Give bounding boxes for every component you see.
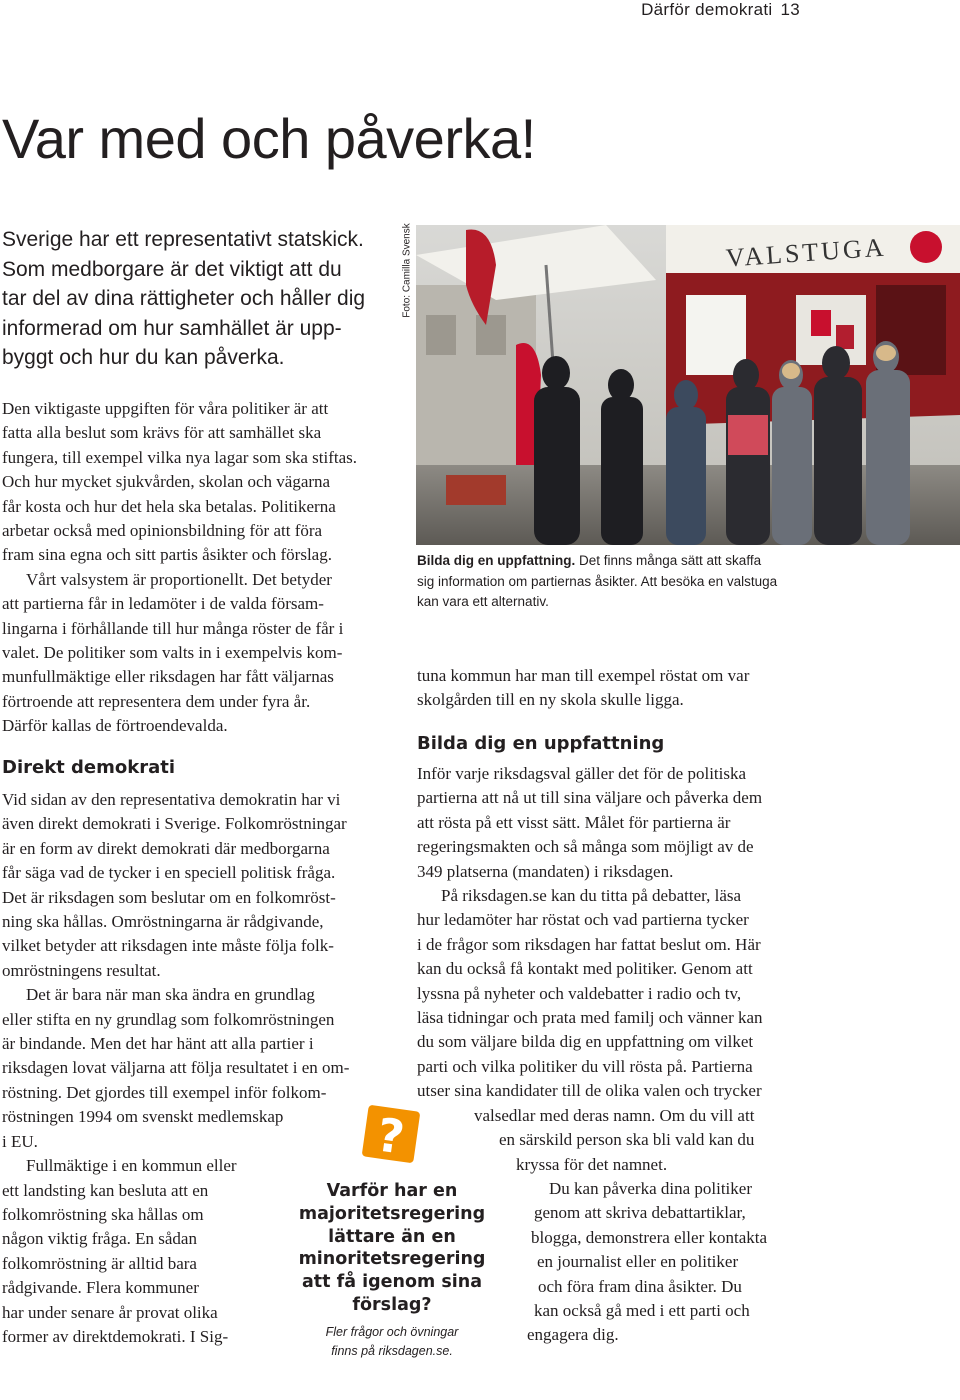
- body-line: Det är bara när man ska ändra en grundlag: [26, 985, 315, 1005]
- body-line: i de frågor som riksdagen har fattat beslut om. Här: [417, 934, 761, 954]
- question-mark: ?: [373, 1107, 408, 1165]
- body-line: har under senare år provat olika: [2, 1302, 218, 1322]
- body-line: är bindande. Men det har hänt att alla partier i: [2, 1034, 314, 1054]
- question-box: [290, 1180, 494, 1361]
- body-line: fungera, till exempel vilka nya lagar som ska stiftas.: [2, 447, 358, 467]
- body-line: kan också gå med i ett parti och: [534, 1300, 750, 1320]
- question-line: lättare än en: [328, 1226, 456, 1247]
- body-line: att rösta på ett visst sätt. Målet för partierna är: [417, 812, 731, 832]
- intro-text: [2, 225, 392, 373]
- body-line: munfullmäktige eller riksdagen har fått väljarnas: [2, 667, 334, 687]
- intro-line: byggt och hur du kan påverka.: [2, 346, 285, 370]
- body-line: förtroende att representera dem under fyra år.: [2, 691, 311, 711]
- body-line: På riksdagen.se kan du titta på debatter, läsa: [441, 886, 742, 906]
- body-line: lyssna på nyheter och valdebatter i radio och tv,: [417, 983, 742, 1003]
- photo-valstuga: [416, 225, 960, 545]
- question-line: förslag?: [352, 1294, 432, 1315]
- intro-line: Sverige har ett representativt statskick.: [2, 228, 364, 251]
- body-line: parti och vilka politiker du vill rösta på. Partierna: [417, 1056, 753, 1076]
- section-heading-direkt: Direkt demokrati: [2, 757, 176, 778]
- question-line: majoritetsregering: [298, 1203, 486, 1224]
- body-line: röstningen 1994 om svenskt medlemskap: [2, 1107, 284, 1127]
- page-number: 13: [780, 0, 800, 19]
- more-line: Fler frågor och övningar: [325, 1324, 459, 1339]
- body-line: får kosta och hur det hela ska betalas. Politikerna: [2, 496, 336, 516]
- body-line: kan du också få kontakt med politiker. Genom att: [417, 959, 753, 979]
- body-line: Fullmäktige i en kommun eller: [26, 1156, 237, 1176]
- section-heading-bilda: Bilda dig en uppfattning: [417, 733, 665, 754]
- body-line: regeringsmakten och så många som möjligt av de: [417, 837, 754, 857]
- body-line: riksdagen lovat väljarna att följa resultatet i en om-: [2, 1058, 350, 1078]
- running-header: [641, 0, 800, 20]
- body-line: även direkt demokrati i Sverige. Folkomröstningar: [2, 814, 347, 834]
- body-line: kryssa för det namnet.: [516, 1154, 668, 1174]
- body-line: och föra fram dina åsikter. Du: [538, 1276, 742, 1296]
- body-line: vilket betyder att riksdagen inte måste följa folk-: [2, 936, 334, 956]
- body-column-right-top: [417, 664, 749, 713]
- body-line: en journalist eller en politiker: [537, 1252, 739, 1272]
- body-line: får säga vad de tycker i en speciell politisk fråga.: [2, 863, 336, 883]
- body-line: former av direktdemokrati. I Sig-: [2, 1326, 229, 1346]
- photo-sign-text: VALSTUGA: [724, 232, 888, 273]
- body-line: fatta alla beslut som krävs för att samhället ska: [2, 423, 322, 443]
- body-line: 349 platserna (mandaten) i riksdagen.: [417, 861, 674, 881]
- question-line: minoritetsregering: [298, 1249, 486, 1270]
- body-line: arbetar också med opinionsbildning för att föra: [2, 521, 323, 541]
- body-line: engagera dig.: [527, 1325, 619, 1345]
- body-line: en särskild person ska bli vald kan du: [499, 1130, 755, 1150]
- body-line: Och hur mycket sjukvården, skolan och vägarna: [2, 472, 331, 492]
- question-line: att få igenom sina: [301, 1272, 483, 1293]
- body-line: eller stifta en ny grundlag som folkomröstningen: [2, 1009, 335, 1029]
- body-column-left: [2, 397, 357, 739]
- body-line: Du kan påverka dina politiker: [549, 1178, 752, 1198]
- body-line: genom att skriva debattartiklar,: [534, 1203, 746, 1223]
- page-title: Var med och påverka!: [2, 107, 536, 170]
- body-line: Därför kallas de förtroendevalda.: [2, 716, 228, 736]
- body-line: du som väljare bilda dig en uppfattning om vilket: [417, 1032, 754, 1052]
- body-line: ning ska hållas. Omröstningarna är rådgivande,: [2, 912, 324, 932]
- body-line: Vid sidan av den representativa demokratin har vi: [2, 790, 341, 809]
- body-line: blogga, demonstrera eller kontakta: [531, 1227, 768, 1247]
- section-title: Därför demokrati: [641, 0, 773, 19]
- question-badge-icon: [359, 1102, 423, 1166]
- body-line: folkomröstning är alltid bara: [2, 1253, 197, 1273]
- caption-line: sig information om partiernas åsikter. Att besöka en valstuga: [417, 573, 778, 589]
- body-line: Inför varje riksdagsval gäller det för de politiska: [417, 764, 747, 783]
- more-questions-note: [290, 1323, 494, 1361]
- body-line: Det är riksdagen som beslutar om en folkomröst-: [2, 887, 336, 907]
- body-line: är en form av direkt demokrati där medborgarna: [2, 838, 330, 858]
- photo-caption: [417, 551, 817, 613]
- body-line: lingarna i förhållande till hur många röster de får i: [2, 618, 344, 638]
- body-line: någon viktig fråga. En sådan: [2, 1229, 197, 1249]
- body-line: tuna kommun har man till exempel röstat om var: [417, 666, 750, 685]
- intro-line: tar del av dina rättigheter och håller dig: [2, 287, 366, 311]
- body-line: att partierna får in ledamöter i de valda försam-: [2, 594, 324, 614]
- more-line: finns på riksdagen.se.: [331, 1343, 453, 1358]
- body-line: omröstningens resultat.: [2, 960, 161, 980]
- body-line: hur ledamöter har röstat och vad partierna tycker: [417, 910, 749, 930]
- intro-line: informerad om hur samhället är upp-: [2, 316, 342, 340]
- photo-credit: Foto: Camilla Svensk: [401, 223, 413, 318]
- question-text: [290, 1180, 494, 1317]
- question-line: Varför har en: [326, 1181, 458, 1201]
- body-line: partierna att nå ut till sina väljare och påverka dem: [417, 788, 763, 808]
- body-line: läsa tidningar och prata med familj och vänner kan: [417, 1008, 763, 1028]
- caption-line: Bilda dig en uppfattning. Det finns många sätt att skaffa: [417, 553, 762, 568]
- caption-line: kan vara ett alternativ.: [417, 594, 549, 609]
- body-line: fram sina egna och sitt partis åsikter och förslag.: [2, 545, 332, 565]
- body-line: utser sina kandidater till de olika valen och trycker: [417, 1081, 762, 1101]
- body-line: rådgivande. Flera kommuner: [2, 1278, 199, 1298]
- body-line: Den viktigaste uppgiften för våra politiker är att: [2, 399, 329, 418]
- body-line: skolgården till en ny skola skulle ligga.: [417, 690, 684, 710]
- body-line: i EU.: [2, 1131, 38, 1151]
- body-line: valsedlar med deras namn. Om du vill att: [474, 1105, 755, 1125]
- body-line: Vårt valsystem är proportionellt. Det betyder: [26, 569, 332, 589]
- intro-line: Som medborgare är det viktigt att du: [2, 257, 342, 281]
- body-line: röstning. Det gjordes till exempel inför folkom-: [2, 1082, 327, 1102]
- body-line: ett landsting kan besluta att en: [2, 1180, 209, 1200]
- body-line: valet. De politiker som valts in i exempelvis kom-: [2, 643, 343, 663]
- body-line: folkomröstning ska hållas om: [2, 1204, 204, 1224]
- photo-illustration: [416, 225, 960, 545]
- caption-bold: Bilda dig en uppfattning.: [417, 553, 576, 568]
